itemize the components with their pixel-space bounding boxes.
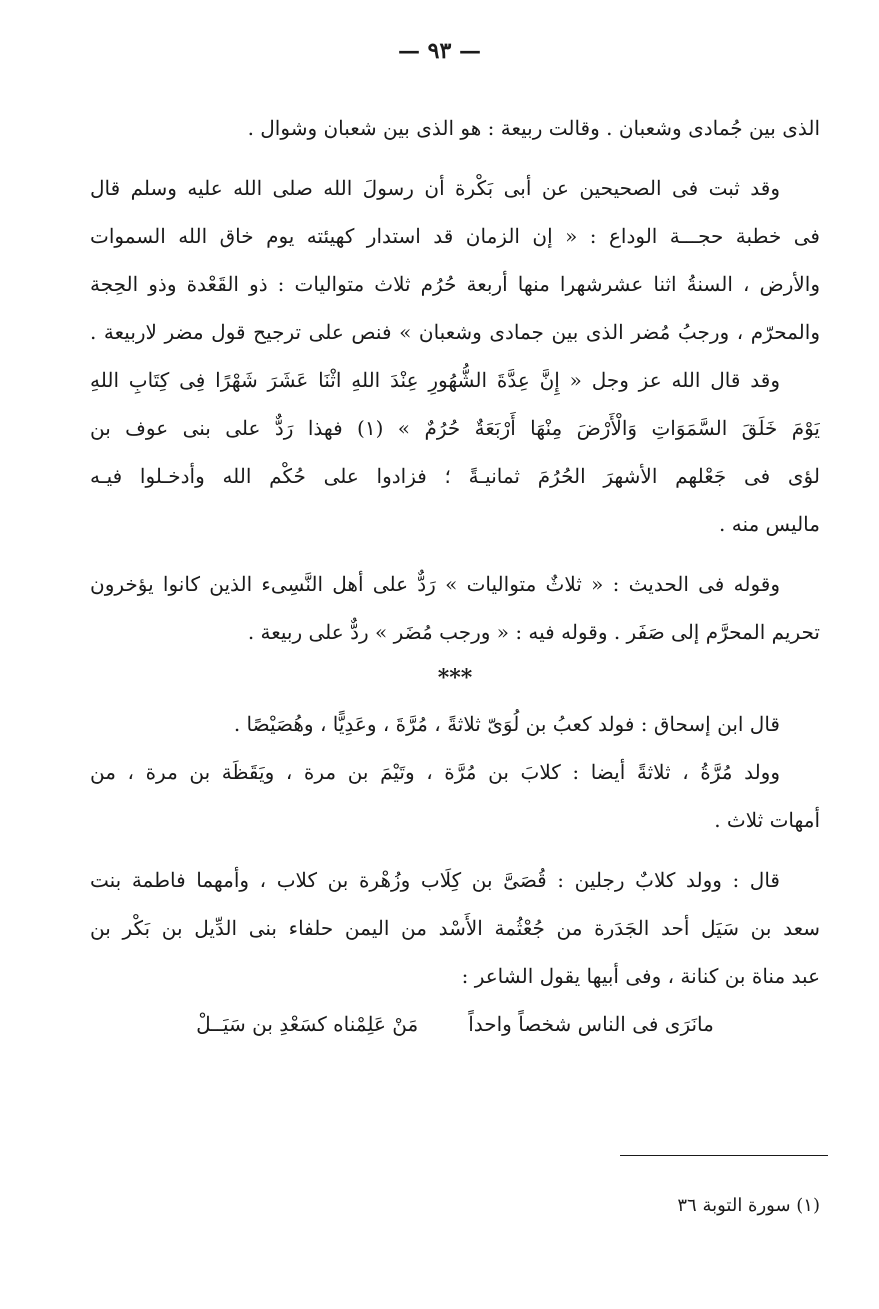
text-line: لؤى فى جَعْلهم الأشهرَ الحُرُمَ ثمانيـةً ؛ فزادوا على حُكْم الله وأدخـلوا فيـه bbox=[90, 464, 820, 488]
text-line: والأرض ، السنةُ اثنا عشرشهرا منها أربعة حُرُم ثلاث متواليات : ذو القَعْدة وذو الحِجة bbox=[90, 272, 820, 296]
text-line: عبد مناة بن كنانة ، وفى أبيها يقول الشاعر : bbox=[461, 964, 820, 988]
text-line: ماليس منه . bbox=[719, 512, 820, 536]
text-line: والمحرّم ، ورجبُ مُضر الذى بين جمادى وشعبان » فنص على ترجيح قول مضر لاربيعة . bbox=[90, 320, 820, 344]
text-line: وقد ثبت فى الصحيحين عن أبى بَكْرة أن رسولَ الله صلى الله عليه وسلم قال bbox=[90, 176, 780, 200]
poetry-verse bbox=[90, 1000, 820, 1048]
page-number: — ٩٣ — bbox=[398, 38, 481, 64]
verse-first-hemistich: مانَرَى فى الناس شخصاً واحداً bbox=[468, 1012, 714, 1036]
text-line: فى خطبة حجـــة الوداع : « إن الزمان قد استدار كهيئته يوم خاق الله السموات bbox=[90, 224, 820, 248]
page-body bbox=[90, 104, 820, 1048]
text-line: وقوله فى الحديث : « ثلاثٌ متواليات » رَدٌّ على أهل النَّسِىء الذين كانوا يؤخرون bbox=[90, 572, 780, 596]
text-line: قال ابن إسحاق : فولد كعبُ بن لُوَىّ ثلاثةً ، مُرَّةَ ، وعَدِيًّا ، وهُصَيْصًا . bbox=[233, 712, 780, 736]
text-line: تحريم المحرَّم إلى صَفَر . وقوله فيه : « ورجب مُضَر » ردٌّ على ربيعة . bbox=[247, 620, 820, 644]
section-separator: *** bbox=[437, 665, 473, 691]
text-line: قال : وولد كلابٌ رجلين : قُصَىَّ بن كِلَاب وزُهْرة بن كلاب ، وأمهما فاطمة بنت bbox=[90, 868, 780, 892]
verse-second-hemistich: مَنْ عَلِمْناه كسَعْدِ بن سَيَــلْ bbox=[196, 1012, 419, 1036]
footnote: (١) سورة التوبة ٣٦ bbox=[677, 1195, 820, 1216]
text-line: سعد بن سَيَل أحد الجَدَرة من جُعْثُمة الأَسْد من اليمن حلفاء بنى الدِّيل بن بَكْر بن bbox=[90, 916, 820, 940]
quran-verse-line: وقد قال الله عز وجل « إِنَّ عِدَّةَ الشُّهُورِ عِنْدَ اللهِ اثْنَا عَشَرَ شَهْرًا فِى كِتَابِ اللهِ bbox=[90, 368, 780, 392]
text-line: أمهات ثلاث . bbox=[714, 808, 820, 832]
quran-verse-line: يَوْمَ خَلَقَ السَّمَوَاتِ وَالْأَرْضَ مِنْهَا أَرْبَعَةٌ حُرُمٌ » (١) فهذا رَدٌّ على بنى عوف بن bbox=[90, 416, 820, 440]
text-line: وولد مُرَّةُ ، ثلاثةً أيضا : كلابَ بن مُرَّة ، وتَيْمَ بن مرة ، ويَقَظَة بن مرة ، من bbox=[90, 760, 780, 784]
text-line: الذى بين جُمادى وشعبان . وقالت ربيعة : هو الذى بين شعبان وشوال . bbox=[247, 116, 820, 140]
footnote-divider bbox=[620, 1155, 828, 1156]
